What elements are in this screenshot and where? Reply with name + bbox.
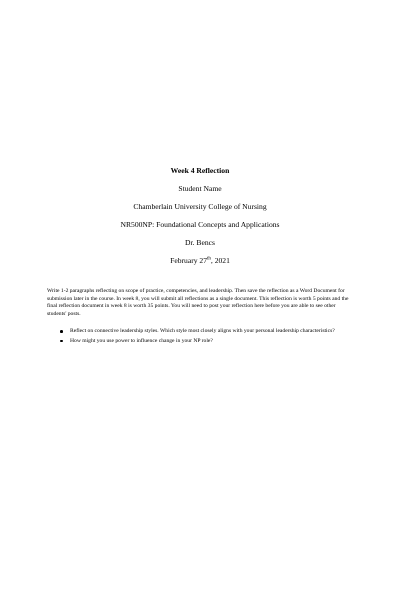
instructions-paragraph: Write 1-2 paragraphs reflecting on scope of practice, competencies, and leadership. Then save the reflection as a Word Document for submission later in the course. In week 8, you will submit all reflections as a single document. This reflection is worth 5 points and the final reflection document in week 8 is worth 35 points. You will need to post your reflection here before you are able to see other students' posts. (47, 288, 349, 317)
list-item-text: How might you use power to influence change in your NP role? (70, 337, 213, 344)
date-month-day: February 27 (170, 256, 208, 265)
student-name: Student Name (178, 184, 222, 193)
prompt-list (47, 328, 353, 345)
date-year: , 2021 (210, 256, 230, 265)
document-title: Week 4 Reflection (170, 166, 230, 175)
instructor-name: Dr. Bencs (185, 238, 215, 247)
bullet-icon (60, 340, 63, 343)
list-item (47, 328, 353, 336)
list-item (47, 338, 353, 346)
bullet-icon (60, 330, 63, 333)
course-name: NR500NP: Foundational Concepts and Applications (120, 220, 280, 229)
instructions-block (47, 288, 353, 347)
submission-date (0, 256, 400, 266)
date-suffix: th (207, 256, 211, 262)
institution-name: Chamberlain University College of Nursing (133, 202, 267, 211)
title-page-block (0, 166, 400, 274)
list-item-text: Reflect on connective leadership styles. Which style most closely aligns with your personal leadership characteristics? (70, 328, 335, 334)
